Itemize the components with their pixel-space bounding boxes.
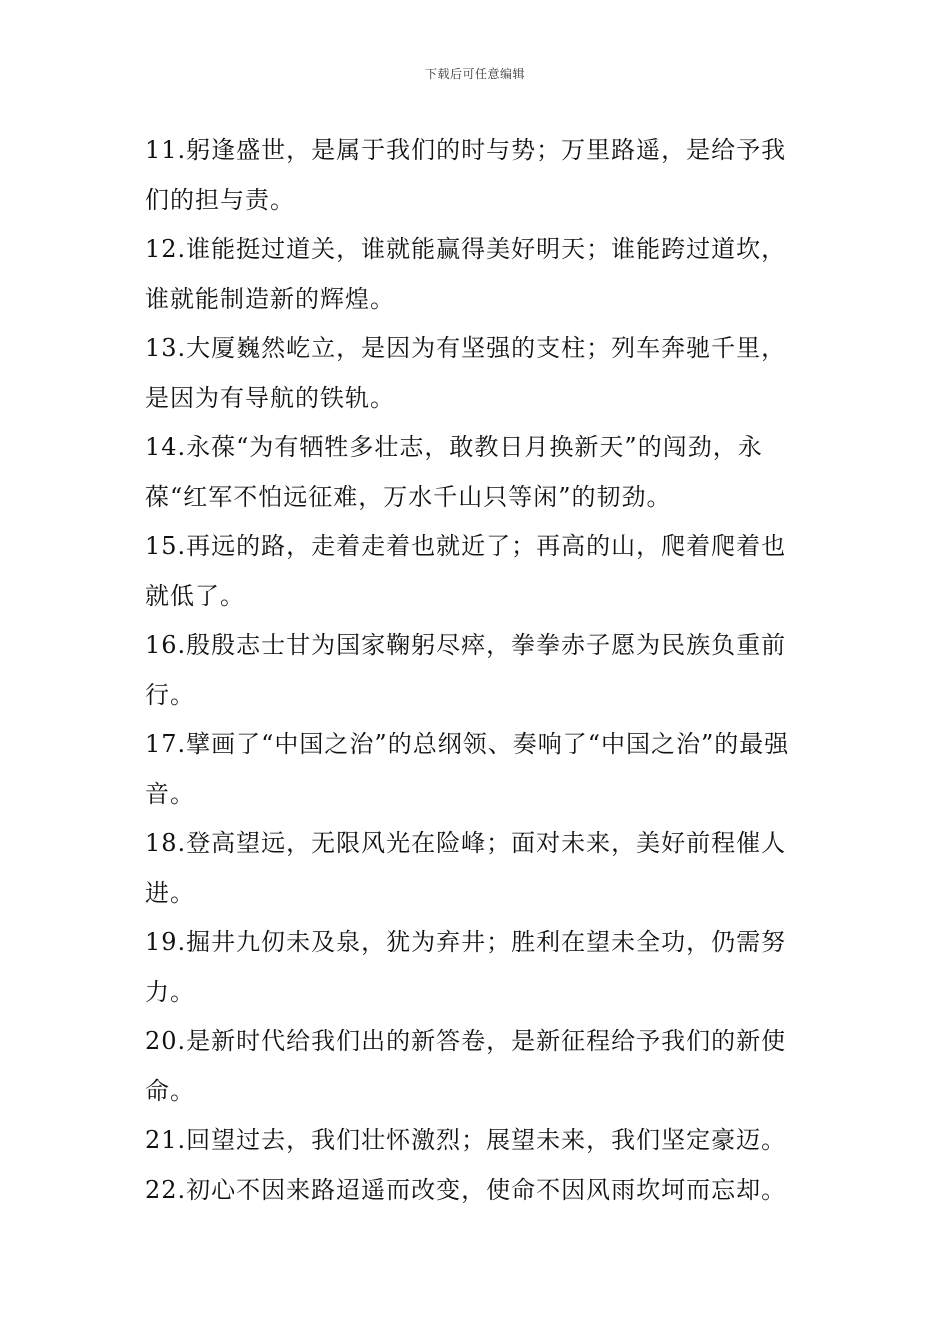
list-item: 16.殷殷志士甘为国家鞠躬尽瘁，拳拳赤子愿为民族负重前行。 [145,631,787,709]
list-item: 19.掘井九仞未及泉，犹为弃井；胜利在望未全功，仍需努力。 [145,928,787,1006]
list-item: 11.躬逢盛世，是属于我们的时与势；万里路遥，是给予我们的担与责。 [145,136,787,214]
list-item: 17.擘画了“中国之治”的总纲领、奏响了“中国之治”的最强音。 [145,730,790,808]
list-item: 22.初心不因来路迢遥而改变，使命不因风雨坎坷而忘却。 [145,1175,787,1204]
list-item: 15.再远的路，走着走着也就近了；再高的山，爬着爬着也就低了。 [145,532,787,610]
list-item: 14.永葆“为有牺牲多壮志，敢教日月换新天”的闯劲，永葆“红军不怕远征难，万水千山只等闲”的韧劲。 [145,433,763,511]
list-item: 13.大厦巍然屹立，是因为有坚强的支柱；列车奔驰千里，是因为有导航的铁轨。 [145,334,787,412]
document-body [145,126,809,1215]
list-item: 12.谁能挺过道关，谁就能赢得美好明天；谁能跨过道坎，谁就能制造新的辉煌。 [145,235,787,313]
list-item: 20.是新时代给我们出的新答卷，是新征程给予我们的新使命。 [145,1027,787,1105]
list-item: 21.回望过去，我们壮怀激烈；展望未来，我们坚定豪迈。 [145,1126,787,1154]
list-item: 18.登高望远，无限风光在险峰；面对未来，美好前程催人进。 [145,829,787,907]
page-header: 下载后可任意编辑 [424,67,525,81]
